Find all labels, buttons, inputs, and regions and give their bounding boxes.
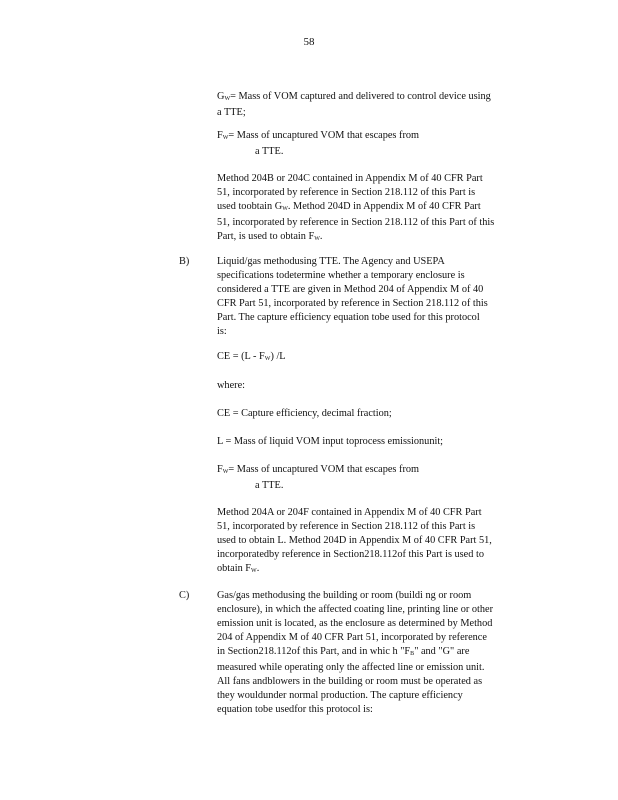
where-label: where: [217, 380, 246, 391]
part-c-intro: Gas/gas methodusing the building or room (buildi ng or room enclosure), in which the affected coating line, printing line or other emission unit is located, as the enclosure as determined by Method 204 of Appendix M of 40 CFR Part 51, incorporated by reference in Section218.112of this Part, and in whic h "$F_B$" and "G" are measured while operating only the affected line or emission unit. All fans andblowers in the building or room must be operated as they wouldunder normal production. The capture efficiency equation tobe usedfor this protocol is: [217, 590, 494, 715]
fw-definition-b: $F_W=$ Mass of uncaptured VOM that escapes from a TTE. [217, 464, 420, 491]
method-paragraph-a: Method 204B or 204C contained in Appendix M of 40 CFR Part 51, incorporated by reference in Section 218.112 of this Part is used toobtain $G_W$. Method 204D in Appendix M of 40 CFR Part 51, incorporated by reference in Section 218.112 of this Part of this Part, is used to obtain $F_W$. [217, 173, 495, 242]
fw-definition: $F_W=$ Mass of uncaptured VOM that escapes from a TTE. [217, 130, 420, 157]
page-number: 58 [303, 36, 315, 48]
ce-definition: CE = Capture efficiency, decimal fraction; [217, 408, 392, 419]
capture-efficiency-equation: CE = $(L - F_W)$ /L [217, 351, 286, 362]
section-label-c: C) [179, 590, 190, 601]
method-paragraph-b: Method 204A or 204F contained in Appendix M of 40 CFR Part 51, incorporated by reference in Section 218.112 of this Part is used to obtain L. Method 204D in Appendix M of 40 CFR Part 51, incorporatedby reference in Section218.112of this Part is used to obtain $F_W$. [217, 507, 492, 574]
part-b-intro: Liquid/gas methodusing TTE. The Agency and USEPA specifications todetermine whether a temporary enclosure is considered a TTE are given in Method 204 of Appendix M of 40 CFR Part 51, incorporated by reference in Section 218.112 of this Part. The capture efficiency equation tobe used for this protocol is: [217, 256, 488, 337]
section-label-b: B) [179, 256, 190, 267]
l-definition: L = Mass of liquid VOM input toprocess emissionunit; [217, 436, 444, 447]
gw-definition: $G_W=$ Mass of VOM captured and delivered to control device using a TTE; [217, 91, 491, 118]
